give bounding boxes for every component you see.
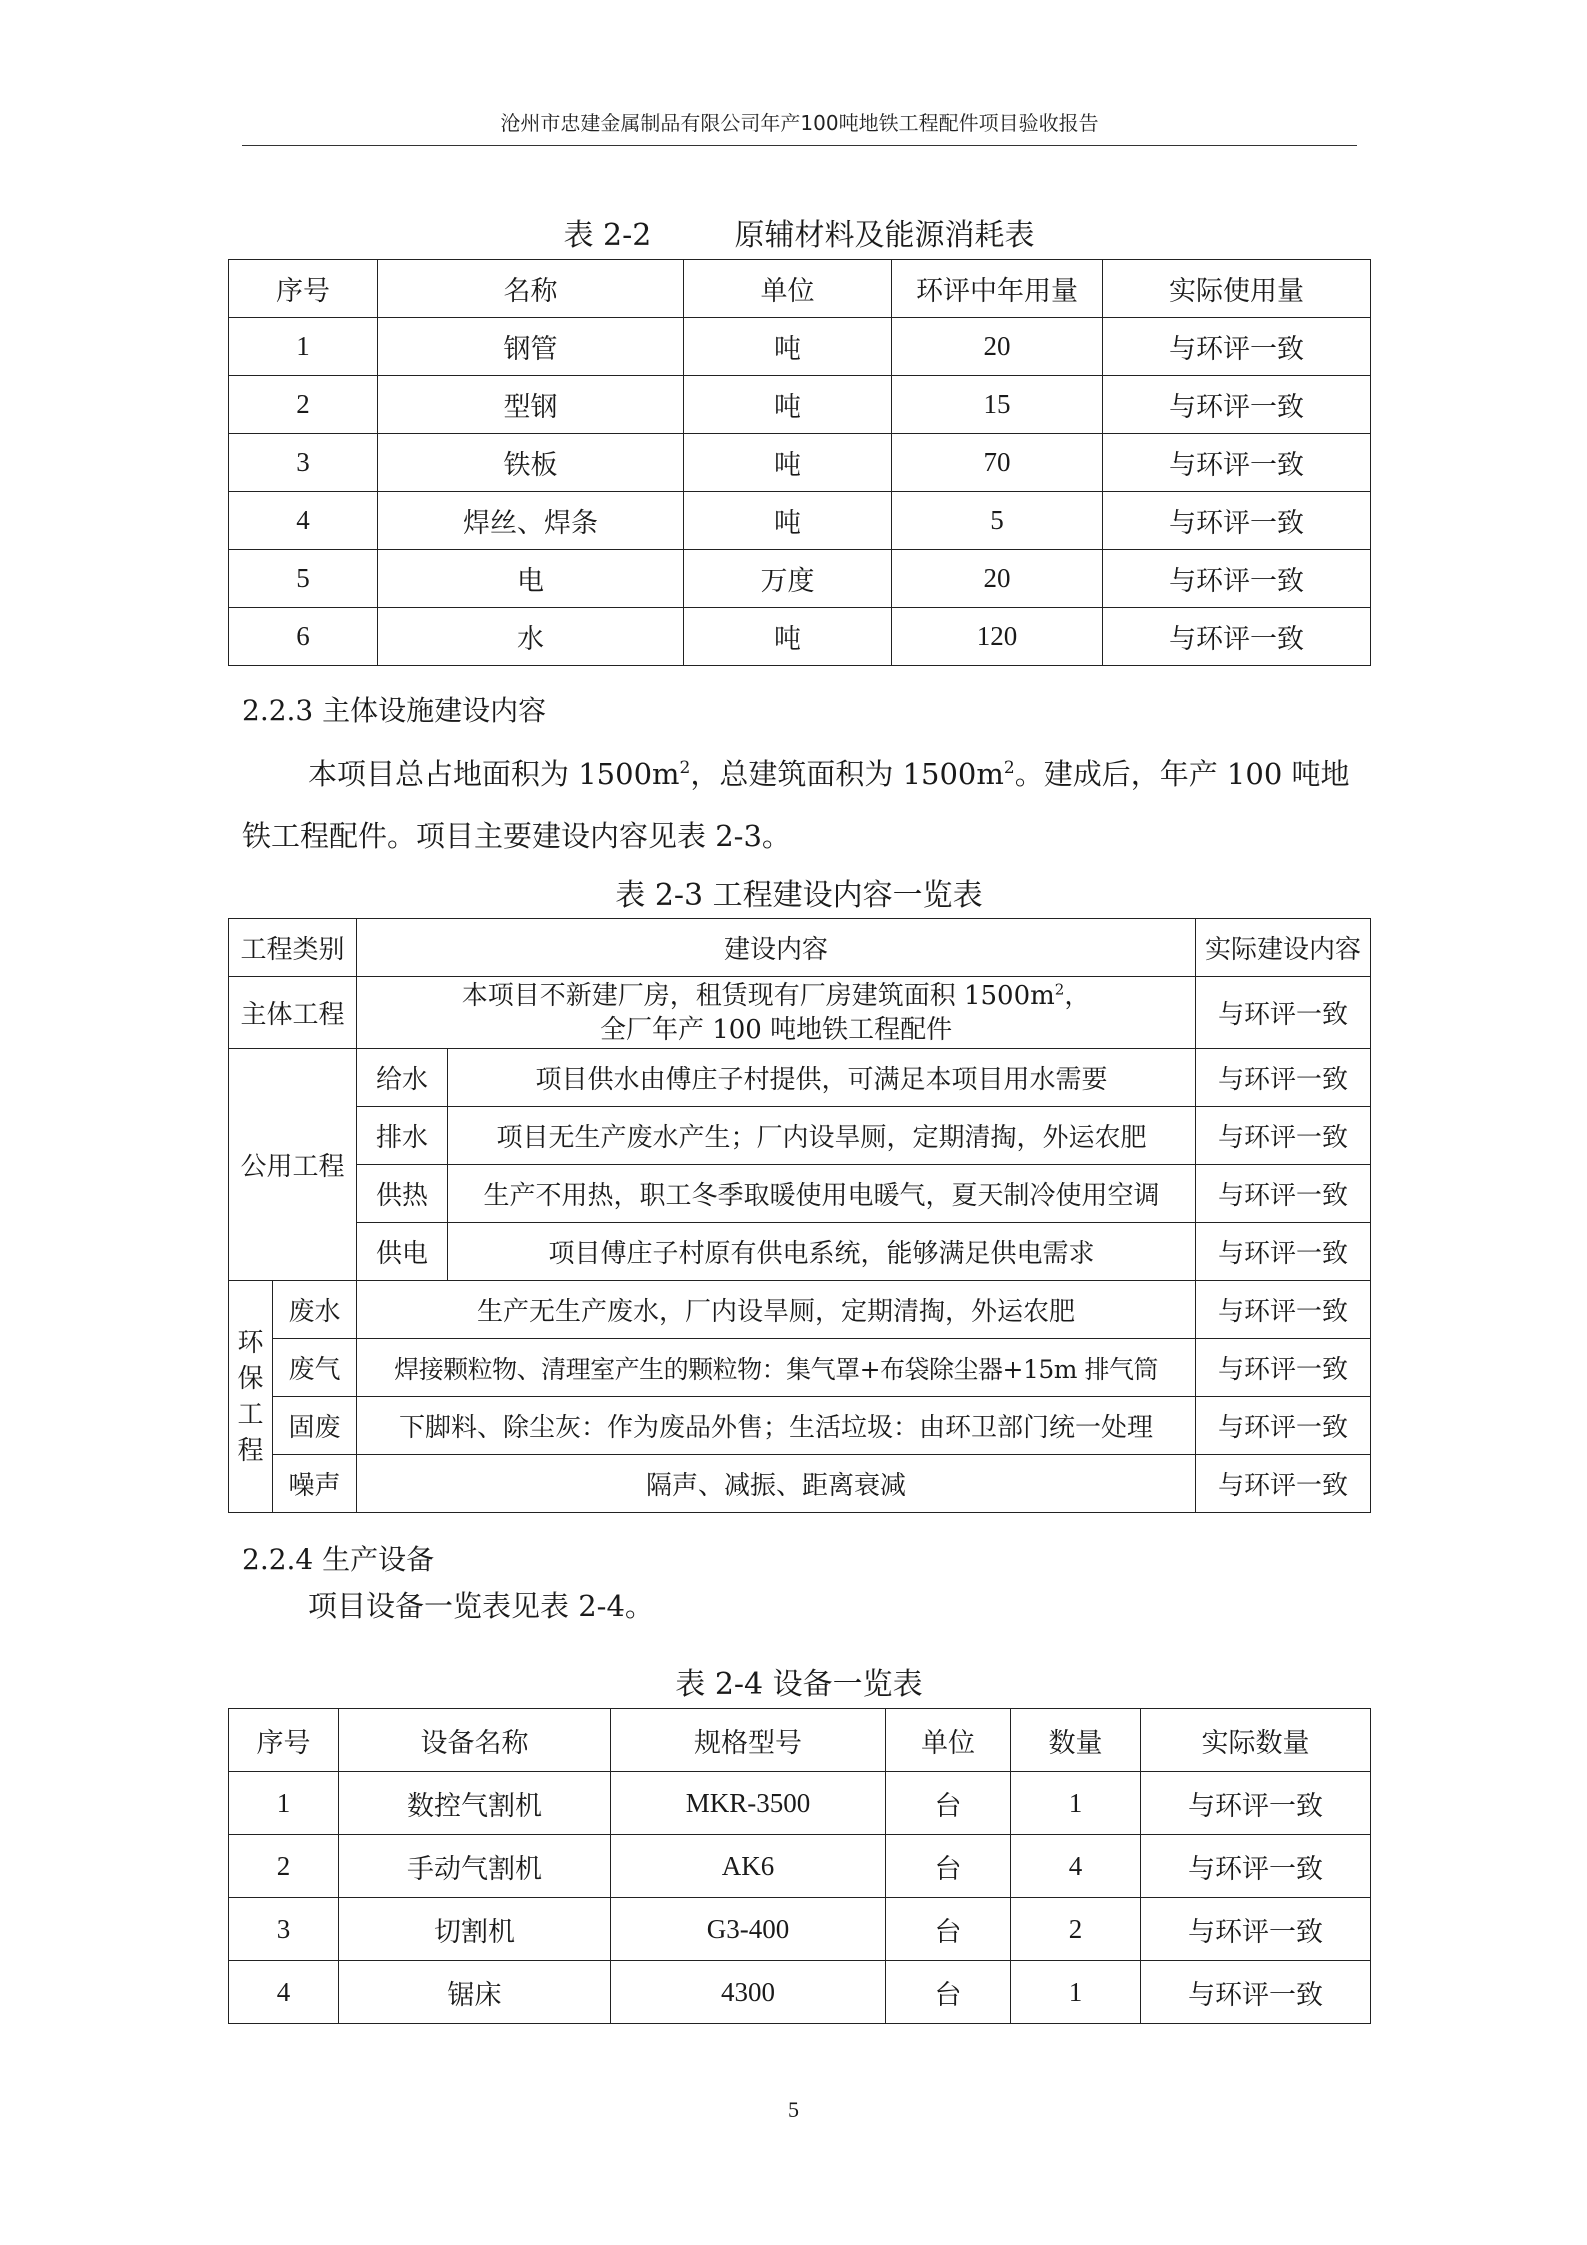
cell: 与环评一致 [1141,1835,1371,1898]
table-2-2-caption-number: 表 2-2 [563,218,652,253]
sub-category-cell: 噪声 [273,1455,357,1513]
actual-cell: 与环评一致 [1196,1223,1371,1281]
content-text: 全厂年产 100 吨地铁工程配件 [599,1014,953,1045]
cell: G3-400 [611,1898,886,1961]
actual-cell: 与环评一致 [1196,977,1371,1049]
page-number: 5 [788,2097,799,2122]
table-row [229,1835,1371,1898]
cell: 20 [892,318,1103,376]
actual-cell: 与环评一致 [1196,1281,1371,1339]
equipment-table [228,1708,1371,2024]
cell: 70 [892,434,1103,492]
cell: MKR-3500 [611,1772,886,1835]
actual-cell: 与环评一致 [1196,1339,1371,1397]
table-row [229,318,1371,376]
table-row [229,1339,1371,1397]
sub-category-cell: 供热 [357,1165,448,1223]
table-2-2-caption-title: 原辅材料及能源消耗表 [734,218,1035,253]
cell: 与环评一致 [1141,1898,1371,1961]
col-header: 实际建设内容 [1196,919,1371,977]
category-cell: 主体工程 [229,977,357,1049]
cell: 5 [229,550,378,608]
category-cell: 公用工程 [229,1049,357,1281]
cell: 5 [892,492,1103,550]
sub-category-cell: 固废 [273,1397,357,1455]
cell: 钢管 [378,318,684,376]
section-2-2-3-paragraph [242,743,1357,867]
cell: 与环评一致 [1103,318,1371,376]
cell: 4 [229,1961,339,2024]
actual-cell: 与环评一致 [1196,1397,1371,1455]
sub-category-cell: 供电 [357,1223,448,1281]
para-text: 。建成后，年产 100 吨地铁工程配件。项目主要建设内容见表 2-3。 [242,757,1350,853]
table-2-2-caption [228,216,1370,256]
cell: 台 [886,1835,1011,1898]
col-header: 实际使用量 [1103,260,1371,318]
cell: 吨 [684,318,892,376]
actual-cell: 与环评一致 [1196,1049,1371,1107]
section-2-2-4-title: 2.2.4 生产设备 [242,1543,435,1576]
cell: 台 [886,1961,1011,2024]
cell: 1 [1011,1961,1141,2024]
cell: 吨 [684,434,892,492]
cell: 水 [378,608,684,666]
cell: 数控气割机 [339,1772,611,1835]
table-2-4-caption: 表 2-4 设备一览表 [675,1667,923,1702]
category-char: 环 [237,1327,264,1358]
content-cell: 下脚料、除尘灰：作为废品外售；生活垃圾：由环卫部门统一处理 [357,1397,1196,1455]
col-header: 设备名称 [339,1709,611,1772]
cell: 2 [229,1835,339,1898]
col-header: 序号 [229,1709,339,1772]
table-row [229,608,1371,666]
para-text: 本项目总占地面积为 1500m [308,757,680,791]
col-header: 规格型号 [611,1709,886,1772]
category-char: 程 [237,1435,264,1466]
materials-table [228,259,1371,666]
col-header: 名称 [378,260,684,318]
cell: 1 [229,1772,339,1835]
cell: 与环评一致 [1141,1772,1371,1835]
col-header: 建设内容 [357,919,1196,977]
table-row [229,1049,1371,1107]
content-cell: 项目无生产废水产生；厂内设旱厕，定期清掏，外运农肥 [448,1107,1196,1165]
sub-category-cell: 废气 [273,1339,357,1397]
table-header-row [229,1709,1371,1772]
table-row [229,1107,1371,1165]
cell: 吨 [684,608,892,666]
cell: 台 [886,1772,1011,1835]
table-row [229,492,1371,550]
category-char: 保 [237,1363,264,1394]
table-row [229,1397,1371,1455]
col-header: 单位 [886,1709,1011,1772]
content-cell: 生产无生产废水，厂内设旱厕，定期清掏，外运农肥 [357,1281,1196,1339]
cell: 与环评一致 [1103,376,1371,434]
table-header-row [229,919,1371,977]
content-cell: 隔声、减振、距离衰减 [357,1455,1196,1513]
table-row [229,550,1371,608]
cell: 20 [892,550,1103,608]
cell: 铁板 [378,434,684,492]
table-row [229,1772,1371,1835]
table-row [229,376,1371,434]
col-header: 序号 [229,260,378,318]
cell: 手动气割机 [339,1835,611,1898]
report-title: 沧州市忠建金属制品有限公司年产100吨地铁工程配件项目验收报告 [500,111,1099,135]
cell: 台 [886,1898,1011,1961]
cell: 2 [1011,1898,1141,1961]
page-header [242,110,1357,146]
actual-cell: 与环评一致 [1196,1107,1371,1165]
cell: 与环评一致 [1141,1961,1371,2024]
content-cell: 项目供水由傅庄子村提供，可满足本项目用水需要 [448,1049,1196,1107]
category-char: 工 [237,1399,264,1430]
cell: 与环评一致 [1103,608,1371,666]
table-header-row [229,260,1371,318]
content-cell: 项目傅庄子村原有供电系统，能够满足供电需求 [448,1223,1196,1281]
sub-category-cell: 排水 [357,1107,448,1165]
actual-cell: 与环评一致 [1196,1455,1371,1513]
content-text: ， [1064,980,1091,1011]
table-row [229,977,1371,1049]
cell: 6 [229,608,378,666]
cell: 1 [1011,1772,1141,1835]
content-cell: 焊接颗粒物、清理室产生的颗粒物：集气罩+布袋除尘器+15m 排气筒 [357,1339,1196,1397]
cell: AK6 [611,1835,886,1898]
cell: 万度 [684,550,892,608]
table-row [229,1223,1371,1281]
cell: 15 [892,376,1103,434]
table-row [229,1455,1371,1513]
category-cell-vertical [229,1281,273,1513]
section-2-2-4-paragraph: 项目设备一览表见表 2-4。 [308,1589,654,1623]
sub-category-cell: 给水 [357,1049,448,1107]
cell: 3 [229,434,378,492]
cell: 与环评一致 [1103,434,1371,492]
content-cell [357,977,1196,1049]
construction-table [228,918,1371,1513]
cell: 1 [229,318,378,376]
content-text: 本项目不新建厂房，租赁现有厂房建筑面积 1500m [461,980,1055,1011]
cell: 焊丝、焊条 [378,492,684,550]
table-row [229,1281,1371,1339]
cell: 切割机 [339,1898,611,1961]
superscript: 2 [1003,758,1015,778]
cell: 锯床 [339,1961,611,2024]
col-header: 数量 [1011,1709,1141,1772]
col-header: 实际数量 [1141,1709,1371,1772]
table-row [229,1898,1371,1961]
cell: 4 [1011,1835,1141,1898]
cell: 与环评一致 [1103,550,1371,608]
col-header: 单位 [684,260,892,318]
superscript: 2 [679,758,691,778]
sub-category-cell: 废水 [273,1281,357,1339]
table-row [229,434,1371,492]
table-row [229,1961,1371,2024]
cell: 型钢 [378,376,684,434]
table-2-3-caption: 表 2-3 工程建设内容一览表 [615,878,983,913]
para-text: ，总建筑面积为 1500m [690,757,1004,791]
col-header: 工程类别 [229,919,357,977]
content-cell: 生产不用热，职工冬季取暖使用电暖气，夏天制冷使用空调 [448,1165,1196,1223]
cell: 4300 [611,1961,886,2024]
cell: 与环评一致 [1103,492,1371,550]
cell: 吨 [684,492,892,550]
section-2-2-3-title: 2.2.3 主体设施建设内容 [242,694,547,727]
cell: 120 [892,608,1103,666]
cell: 4 [229,492,378,550]
superscript: 2 [1054,979,1065,998]
cell: 电 [378,550,684,608]
table-row [229,1165,1371,1223]
cell: 吨 [684,376,892,434]
cell: 2 [229,376,378,434]
actual-cell: 与环评一致 [1196,1165,1371,1223]
cell: 3 [229,1898,339,1961]
col-header: 环评中年用量 [892,260,1103,318]
